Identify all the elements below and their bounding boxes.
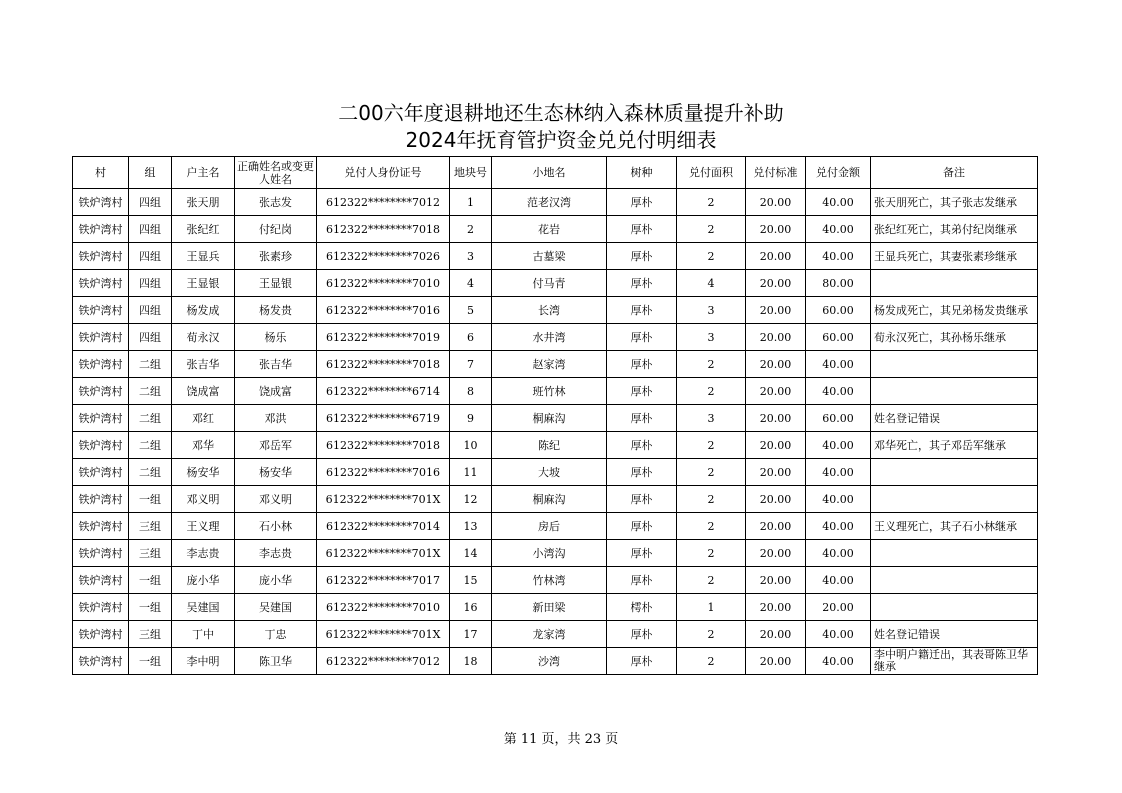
- cell-remarks: [871, 270, 1038, 297]
- cell-householder: 王显银: [172, 270, 235, 297]
- cell-rate: 20.00: [746, 540, 806, 567]
- cell-village: 铁炉湾村: [73, 648, 129, 675]
- cell-place-name: 桐麻沟: [492, 405, 607, 432]
- table-row: [73, 567, 1038, 594]
- cell-tree-species: 厚朴: [607, 297, 677, 324]
- cell-remarks: [871, 378, 1038, 405]
- cell-area: 2: [677, 486, 746, 513]
- cell-tree-species: 厚朴: [607, 567, 677, 594]
- cell-rate: 20.00: [746, 243, 806, 270]
- cell-place-name: 水井湾: [492, 324, 607, 351]
- cell-amount: 40.00: [806, 513, 871, 540]
- header-plot-number: 地块号: [450, 157, 492, 189]
- cell-corrected-name: 邓义明: [235, 486, 317, 513]
- cell-village: 铁炉湾村: [73, 270, 129, 297]
- cell-remarks: [871, 486, 1038, 513]
- cell-id-number: 612322********7018: [317, 216, 450, 243]
- cell-area: 2: [677, 621, 746, 648]
- cell-householder: 饶成富: [172, 378, 235, 405]
- cell-id-number: 612322********7010: [317, 594, 450, 621]
- cell-householder: 荀永汉: [172, 324, 235, 351]
- cell-area: 2: [677, 432, 746, 459]
- cell-corrected-name: 张吉华: [235, 351, 317, 378]
- cell-village: 铁炉湾村: [73, 432, 129, 459]
- header-id-number: 兑付人身份证号: [317, 157, 450, 189]
- cell-area: 3: [677, 324, 746, 351]
- cell-corrected-name: 张素珍: [235, 243, 317, 270]
- cell-area: 2: [677, 351, 746, 378]
- cell-place-name: 花岩: [492, 216, 607, 243]
- cell-tree-species: 厚朴: [607, 243, 677, 270]
- cell-rate: 20.00: [746, 621, 806, 648]
- cell-householder: 张吉华: [172, 351, 235, 378]
- cell-rate: 20.00: [746, 648, 806, 675]
- cell-householder: 张天朋: [172, 189, 235, 216]
- cell-id-number: 612322********7026: [317, 243, 450, 270]
- cell-remarks: [871, 594, 1038, 621]
- cell-plot-number: 15: [450, 567, 492, 594]
- cell-area: 2: [677, 567, 746, 594]
- cell-place-name: 长湾: [492, 297, 607, 324]
- cell-area: 2: [677, 540, 746, 567]
- table-row: [73, 297, 1038, 324]
- header-rate: 兑付标准: [746, 157, 806, 189]
- cell-remarks: 王显兵死亡，其妻张素珍继承: [871, 243, 1038, 270]
- cell-plot-number: 16: [450, 594, 492, 621]
- cell-amount: 60.00: [806, 297, 871, 324]
- document-title-line1: 二00六年度退耕地还生态林纳入森林质量提升补助: [338, 101, 784, 125]
- cell-amount: 40.00: [806, 432, 871, 459]
- table-row: [73, 513, 1038, 540]
- cell-tree-species: 厚朴: [607, 648, 677, 675]
- cell-remarks: 姓名登记错误: [871, 405, 1038, 432]
- cell-group: 二组: [129, 405, 172, 432]
- cell-place-name: 龙家湾: [492, 621, 607, 648]
- table-row: [73, 189, 1038, 216]
- table-row: [73, 270, 1038, 297]
- table-row: [73, 459, 1038, 486]
- cell-group: 三组: [129, 540, 172, 567]
- cell-place-name: 竹林湾: [492, 567, 607, 594]
- cell-group: 四组: [129, 243, 172, 270]
- page-footer: 第 11 页，共 23 页: [503, 732, 619, 747]
- cell-corrected-name: 杨安华: [235, 459, 317, 486]
- header-place-name: 小地名: [492, 157, 607, 189]
- cell-plot-number: 10: [450, 432, 492, 459]
- cell-corrected-name: 邓岳军: [235, 432, 317, 459]
- cell-area: 2: [677, 243, 746, 270]
- cell-tree-species: 厚朴: [607, 621, 677, 648]
- cell-householder: 吴建国: [172, 594, 235, 621]
- header-remarks: 备注: [871, 157, 1038, 189]
- table-row: [73, 594, 1038, 621]
- cell-group: 一组: [129, 567, 172, 594]
- cell-place-name: 沙湾: [492, 648, 607, 675]
- cell-village: 铁炉湾村: [73, 405, 129, 432]
- cell-area: 2: [677, 216, 746, 243]
- cell-plot-number: 11: [450, 459, 492, 486]
- cell-place-name: 桐麻沟: [492, 486, 607, 513]
- cell-tree-species: 厚朴: [607, 351, 677, 378]
- table-row: [73, 405, 1038, 432]
- cell-village: 铁炉湾村: [73, 243, 129, 270]
- cell-amount: 80.00: [806, 270, 871, 297]
- cell-place-name: 新田梁: [492, 594, 607, 621]
- cell-householder: 丁中: [172, 621, 235, 648]
- cell-corrected-name: 邓洪: [235, 405, 317, 432]
- table-row: [73, 324, 1038, 351]
- cell-corrected-name: 张志发: [235, 189, 317, 216]
- cell-village: 铁炉湾村: [73, 513, 129, 540]
- table-header-row: [73, 157, 1038, 189]
- cell-amount: 40.00: [806, 216, 871, 243]
- cell-corrected-name: 付纪岗: [235, 216, 317, 243]
- cell-rate: 20.00: [746, 459, 806, 486]
- cell-village: 铁炉湾村: [73, 351, 129, 378]
- cell-rate: 20.00: [746, 513, 806, 540]
- cell-place-name: 范老汉湾: [492, 189, 607, 216]
- cell-group: 二组: [129, 459, 172, 486]
- cell-householder: 王义理: [172, 513, 235, 540]
- header-village: 村: [73, 157, 129, 189]
- cell-plot-number: 13: [450, 513, 492, 540]
- cell-rate: 20.00: [746, 270, 806, 297]
- cell-tree-species: 厚朴: [607, 405, 677, 432]
- cell-householder: 杨发成: [172, 297, 235, 324]
- cell-id-number: 612322********701X: [317, 621, 450, 648]
- cell-amount: 40.00: [806, 648, 871, 675]
- cell-remarks: 张天朋死亡，其子张志发继承: [871, 189, 1038, 216]
- cell-amount: 40.00: [806, 486, 871, 513]
- cell-rate: 20.00: [746, 216, 806, 243]
- cell-householder: 李中明: [172, 648, 235, 675]
- cell-remarks: 张纪红死亡，其弟付纪岗继承: [871, 216, 1038, 243]
- cell-corrected-name: 李志贵: [235, 540, 317, 567]
- cell-rate: 20.00: [746, 351, 806, 378]
- cell-plot-number: 7: [450, 351, 492, 378]
- cell-householder: 张纪红: [172, 216, 235, 243]
- cell-group: 四组: [129, 216, 172, 243]
- cell-tree-species: 厚朴: [607, 270, 677, 297]
- cell-householder: 邓义明: [172, 486, 235, 513]
- cell-area: 1: [677, 594, 746, 621]
- cell-tree-species: 厚朴: [607, 189, 677, 216]
- header-tree-species: 树种: [607, 157, 677, 189]
- table-row: [73, 351, 1038, 378]
- cell-id-number: 612322********7018: [317, 432, 450, 459]
- cell-plot-number: 6: [450, 324, 492, 351]
- cell-corrected-name: 杨乐: [235, 324, 317, 351]
- cell-remarks: 王义理死亡，其子石小林继承: [871, 513, 1038, 540]
- cell-group: 四组: [129, 189, 172, 216]
- cell-place-name: 房后: [492, 513, 607, 540]
- cell-tree-species: 厚朴: [607, 459, 677, 486]
- cell-id-number: 612322********7014: [317, 513, 450, 540]
- cell-plot-number: 4: [450, 270, 492, 297]
- cell-amount: 60.00: [806, 405, 871, 432]
- cell-group: 三组: [129, 621, 172, 648]
- cell-remarks: 杨发成死亡，其兄弟杨发贵继承: [871, 297, 1038, 324]
- cell-group: 二组: [129, 432, 172, 459]
- cell-rate: 20.00: [746, 567, 806, 594]
- cell-village: 铁炉湾村: [73, 297, 129, 324]
- cell-remarks: 邓华死亡，其子邓岳军继承: [871, 432, 1038, 459]
- cell-remarks: 姓名登记错误: [871, 621, 1038, 648]
- cell-id-number: 612322********7018: [317, 351, 450, 378]
- cell-place-name: 陈纪: [492, 432, 607, 459]
- cell-group: 一组: [129, 594, 172, 621]
- document-title-line2: 2024年抚育管护资金兑兑付明细表: [405, 128, 717, 152]
- cell-group: 四组: [129, 297, 172, 324]
- cell-area: 2: [677, 189, 746, 216]
- cell-village: 铁炉湾村: [73, 540, 129, 567]
- table-row: [73, 216, 1038, 243]
- cell-place-name: 付马青: [492, 270, 607, 297]
- cell-rate: 20.00: [746, 594, 806, 621]
- cell-rate: 20.00: [746, 486, 806, 513]
- cell-group: 二组: [129, 378, 172, 405]
- cell-id-number: 612322********7016: [317, 297, 450, 324]
- cell-amount: 40.00: [806, 567, 871, 594]
- cell-amount: 40.00: [806, 621, 871, 648]
- cell-amount: 20.00: [806, 594, 871, 621]
- cell-plot-number: 12: [450, 486, 492, 513]
- cell-village: 铁炉湾村: [73, 486, 129, 513]
- cell-group: 四组: [129, 270, 172, 297]
- cell-amount: 40.00: [806, 243, 871, 270]
- cell-remarks: 荀永汉死亡，其孙杨乐继承: [871, 324, 1038, 351]
- cell-remarks: [871, 540, 1038, 567]
- cell-corrected-name: 吴建国: [235, 594, 317, 621]
- table-row: [73, 432, 1038, 459]
- cell-id-number: 612322********7019: [317, 324, 450, 351]
- cell-remarks: [871, 351, 1038, 378]
- payment-detail-table: [72, 156, 1038, 675]
- table-row: [73, 648, 1038, 675]
- cell-rate: 20.00: [746, 189, 806, 216]
- cell-plot-number: 2: [450, 216, 492, 243]
- cell-group: 二组: [129, 351, 172, 378]
- cell-corrected-name: 庞小华: [235, 567, 317, 594]
- cell-id-number: 612322********701X: [317, 486, 450, 513]
- cell-corrected-name: 丁忠: [235, 621, 317, 648]
- cell-plot-number: 18: [450, 648, 492, 675]
- cell-plot-number: 17: [450, 621, 492, 648]
- table-row: [73, 540, 1038, 567]
- cell-area: 3: [677, 405, 746, 432]
- cell-village: 铁炉湾村: [73, 567, 129, 594]
- cell-tree-species: 厚朴: [607, 216, 677, 243]
- header-corrected-name: 正确姓名或变更人姓名: [235, 157, 317, 189]
- table-row: [73, 486, 1038, 513]
- cell-rate: 20.00: [746, 378, 806, 405]
- cell-id-number: 612322********7012: [317, 648, 450, 675]
- cell-plot-number: 1: [450, 189, 492, 216]
- cell-householder: 李志贵: [172, 540, 235, 567]
- cell-village: 铁炉湾村: [73, 324, 129, 351]
- cell-village: 铁炉湾村: [73, 594, 129, 621]
- cell-id-number: 612322********7017: [317, 567, 450, 594]
- cell-rate: 20.00: [746, 432, 806, 459]
- cell-amount: 40.00: [806, 459, 871, 486]
- cell-amount: 40.00: [806, 189, 871, 216]
- cell-group: 一组: [129, 486, 172, 513]
- cell-rate: 20.00: [746, 324, 806, 351]
- cell-place-name: 大坡: [492, 459, 607, 486]
- cell-plot-number: 14: [450, 540, 492, 567]
- cell-householder: 杨安华: [172, 459, 235, 486]
- cell-plot-number: 5: [450, 297, 492, 324]
- cell-area: 2: [677, 648, 746, 675]
- cell-corrected-name: 王显银: [235, 270, 317, 297]
- cell-tree-species: 厚朴: [607, 486, 677, 513]
- table-row: [73, 621, 1038, 648]
- cell-corrected-name: 陈卫华: [235, 648, 317, 675]
- cell-amount: 40.00: [806, 378, 871, 405]
- cell-corrected-name: 饶成富: [235, 378, 317, 405]
- cell-id-number: 612322********701X: [317, 540, 450, 567]
- cell-remarks: [871, 567, 1038, 594]
- cell-id-number: 612322********7012: [317, 189, 450, 216]
- cell-tree-species: 厚朴: [607, 324, 677, 351]
- cell-corrected-name: 石小林: [235, 513, 317, 540]
- cell-group: 四组: [129, 324, 172, 351]
- cell-tree-species: 厚朴: [607, 513, 677, 540]
- cell-place-name: 小湾沟: [492, 540, 607, 567]
- cell-rate: 20.00: [746, 405, 806, 432]
- cell-area: 2: [677, 459, 746, 486]
- cell-tree-species: 厚朴: [607, 432, 677, 459]
- cell-householder: 邓红: [172, 405, 235, 432]
- cell-village: 铁炉湾村: [73, 459, 129, 486]
- cell-area: 2: [677, 513, 746, 540]
- cell-plot-number: 9: [450, 405, 492, 432]
- cell-householder: 邓华: [172, 432, 235, 459]
- cell-group: 一组: [129, 648, 172, 675]
- cell-group: 三组: [129, 513, 172, 540]
- cell-amount: 40.00: [806, 351, 871, 378]
- cell-area: 3: [677, 297, 746, 324]
- cell-tree-species: 樗朴: [607, 594, 677, 621]
- cell-id-number: 612322********6719: [317, 405, 450, 432]
- cell-place-name: 古墓梁: [492, 243, 607, 270]
- cell-place-name: 赵家湾: [492, 351, 607, 378]
- cell-area: 4: [677, 270, 746, 297]
- cell-plot-number: 3: [450, 243, 492, 270]
- cell-remarks: 李中明户籍迁出，其表哥陈卫华继承: [871, 648, 1038, 675]
- cell-place-name: 班竹林: [492, 378, 607, 405]
- cell-village: 铁炉湾村: [73, 216, 129, 243]
- cell-amount: 60.00: [806, 324, 871, 351]
- cell-village: 铁炉湾村: [73, 378, 129, 405]
- cell-tree-species: 厚朴: [607, 540, 677, 567]
- header-householder: 户主名: [172, 157, 235, 189]
- header-amount: 兑付金额: [806, 157, 871, 189]
- cell-corrected-name: 杨发贵: [235, 297, 317, 324]
- cell-id-number: 612322********7010: [317, 270, 450, 297]
- cell-village: 铁炉湾村: [73, 621, 129, 648]
- cell-householder: 庞小华: [172, 567, 235, 594]
- table-row: [73, 243, 1038, 270]
- cell-rate: 20.00: [746, 297, 806, 324]
- table-row: [73, 378, 1038, 405]
- cell-householder: 王显兵: [172, 243, 235, 270]
- cell-area: 2: [677, 378, 746, 405]
- cell-id-number: 612322********7016: [317, 459, 450, 486]
- cell-amount: 40.00: [806, 540, 871, 567]
- cell-id-number: 612322********6714: [317, 378, 450, 405]
- header-group: 组: [129, 157, 172, 189]
- cell-tree-species: 厚朴: [607, 378, 677, 405]
- cell-remarks: [871, 459, 1038, 486]
- header-area: 兑付面积: [677, 157, 746, 189]
- cell-village: 铁炉湾村: [73, 189, 129, 216]
- cell-plot-number: 8: [450, 378, 492, 405]
